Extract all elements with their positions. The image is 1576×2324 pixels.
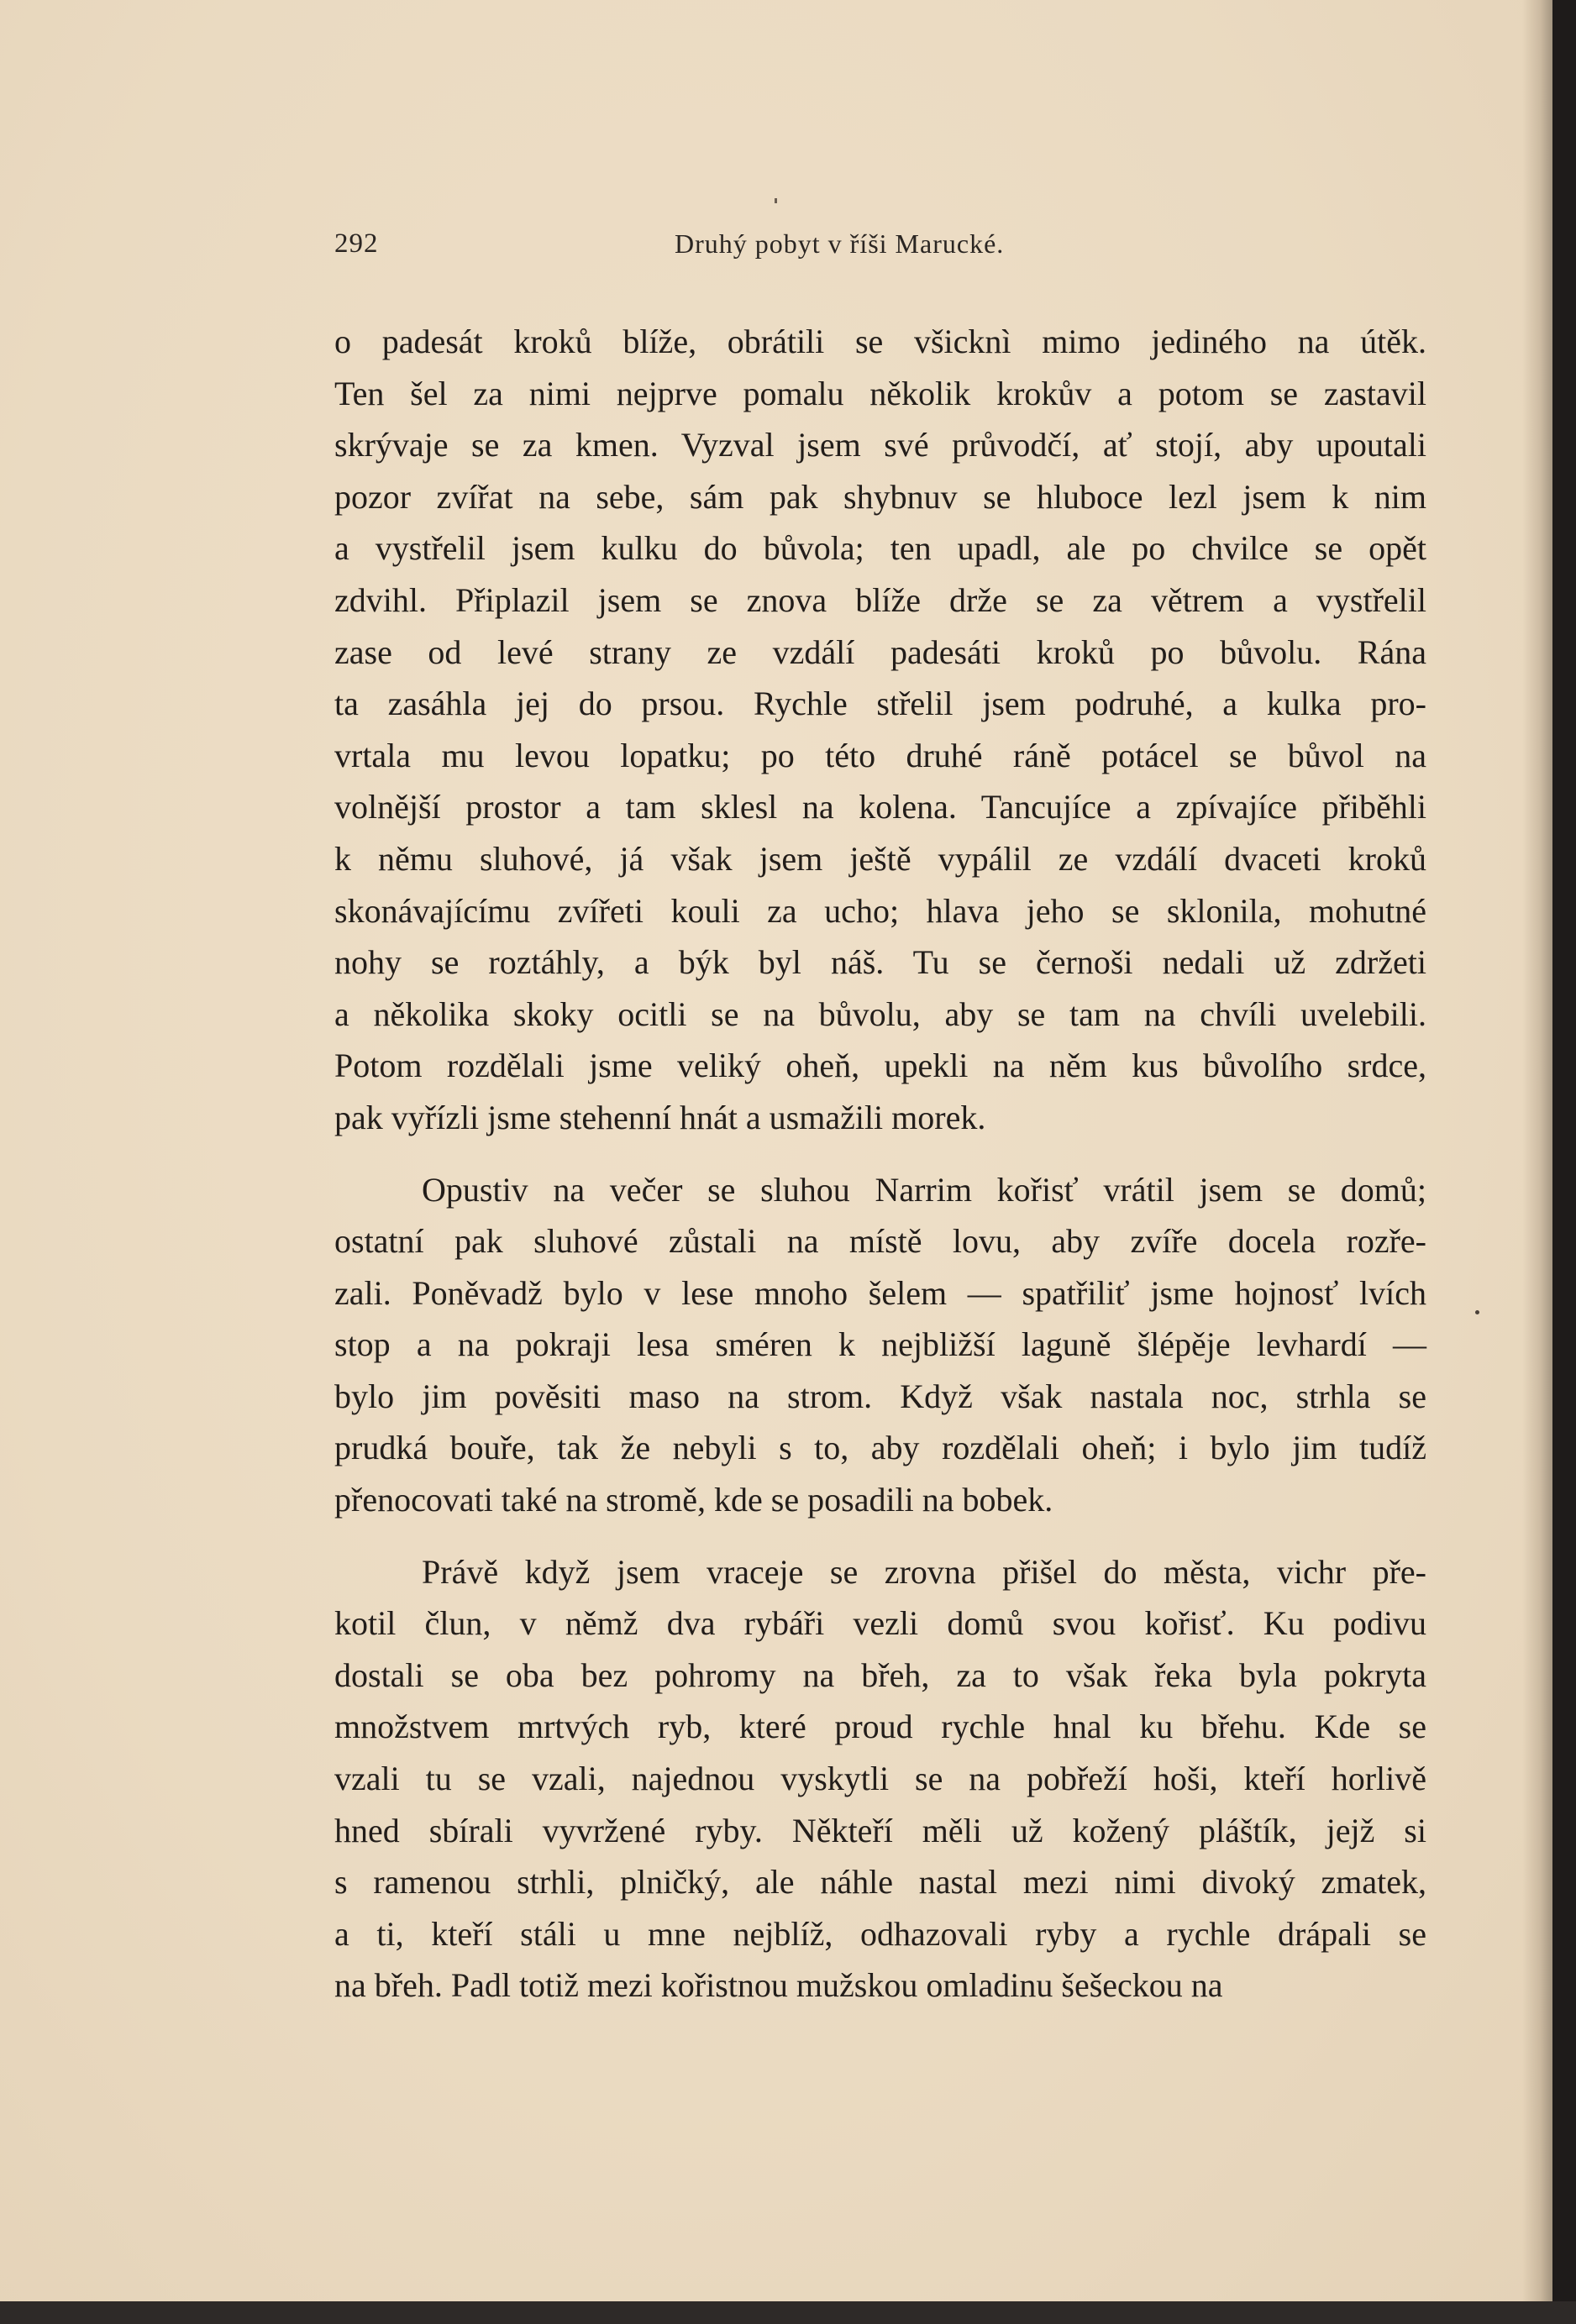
text-line: nohy se roztáhly, a býk byl náš. Tu se černoši nedali už zdržeti [334,943,1426,982]
text-line: hned sbírali vyvržené ryby. Někteří měli už kožený pláštík, jejž si [334,1811,1426,1849]
text-line: k němu sluhové, já však jsem ještě vypálil ze vzdálí dvaceti kroků [334,839,1426,878]
paragraph-3 [334,1546,1426,2012]
text-line: přenocovati také na stromě, kde se posadili na bobek. [334,1481,1053,1519]
text-line: stop a na pokraji lesa sméren k nejbližší laguně šlépěje levhardí — [334,1325,1426,1364]
text-line: prudká bouře, tak že nebyli s to, aby rozdělali oheň; i bylo jim tudíž [334,1429,1426,1467]
text-line: Právě když jsem vraceje se zrovna přišel do města, vichr pře- [422,1552,1426,1591]
body-text [334,316,1426,2012]
text-line: volnější prostor a tam sklesl na kolena. Tancujíce a zpívajíce přiběhli [334,788,1426,826]
text-line: ostatní pak sluhové zůstali na místě lovu, aby zvíře docela rozře- [334,1222,1426,1261]
text-line: zdvihl. Připlazil jsem se znova blíže drže se za větrem a vystřelil [334,580,1426,619]
text-line: a ti, kteří stáli u mne nejblíž, odhazovali ryby a rychle drápali se [334,1914,1426,1953]
text-line: dostali se oba bez pohromy na břeh, za to však řeka byla pokryta [334,1655,1426,1694]
text-line: zali. Poněvadž bylo v lese mnoho šelem — spatřiliť jsme hojnosť lvích [334,1273,1426,1312]
text-line: Ten šel za nimi nejprve pomalu několik krokův a potom se zastavil [334,374,1426,412]
paper-speck [1475,1310,1479,1314]
text-line: vzali tu se vzali, najednou vyskytli se na pobřeží hoši, kteří horlivě [334,1760,1426,1798]
text-line: skonávajícímu zvířeti kouli za ucho; hlava jeho se sklonila, mohutné [334,891,1426,930]
running-title: Druhý pobyt v říši Marucké. [675,228,1005,259]
text-line: a vystřelil jsem kulku do bůvola; ten upadl, ale po chvilce se opět [334,529,1426,568]
paragraph-2 [334,1164,1426,1526]
text-line: ta zasáhla jej do prsou. Rychle střelil jsem podruhé, a kulka pro- [334,685,1426,723]
text-line: na břeh. Padl totiž mezi kořistnou mužskou omladinu šešeckou na [334,1966,1223,2005]
page-header [334,228,1443,270]
paragraph-1 [334,316,1426,1144]
text-line: pak vyřízli jsme stehenní hnát a usmažili morek. [334,1098,986,1136]
text-line: bylo jim pověsiti maso na strom. Když však nastala noc, strhla se [334,1377,1426,1415]
text-line: kotil člun, v němž dva rybáři vezli domů svou kořisť. Ku podivu [334,1604,1426,1643]
page-number: 292 [334,228,379,259]
scan-edge-bottom [0,2301,1576,2324]
text-line: zase od levé strany ze vzdálí padesáti kroků po bůvolu. Rána [334,632,1426,671]
text-line: vrtala mu levou lopatku; po této druhé ráně potácel se bůvol na [334,736,1426,774]
text-line: a několika skoky ocitli se na bůvolu, aby se tam na chvíli uvelebili. [334,994,1426,1033]
text-line: množstvem mrtvých ryb, které proud rychle hnal ku břehu. Kde se [334,1708,1426,1746]
text-line: Potom rozdělali jsme veliký oheň, upekli na něm kus bůvolího srdce, [334,1047,1426,1085]
paper-speck [775,198,777,203]
text-line: Opustiv na večer se sluhou Narrim kořisť vrátil jsem se domů; [422,1170,1426,1209]
text-line: o padesát kroků blíže, obrátili se všicknì mimo jediného na útěk. [334,323,1426,360]
text-line: skrývaje se za kmen. Vyzval jsem své průvodčí, ať stojí, aby upoutali [334,426,1426,464]
text-line: pozor zvířat na sebe, sám pak shybnuv se hluboce lezl jsem k nim [334,477,1426,516]
scan-edge-right [1552,0,1576,2324]
text-line: s ramenou strhli, plničký, ale náhle nastal mezi nimi divoký zmatek, [334,1863,1426,1902]
page-gutter-shadow [1522,0,1552,2301]
